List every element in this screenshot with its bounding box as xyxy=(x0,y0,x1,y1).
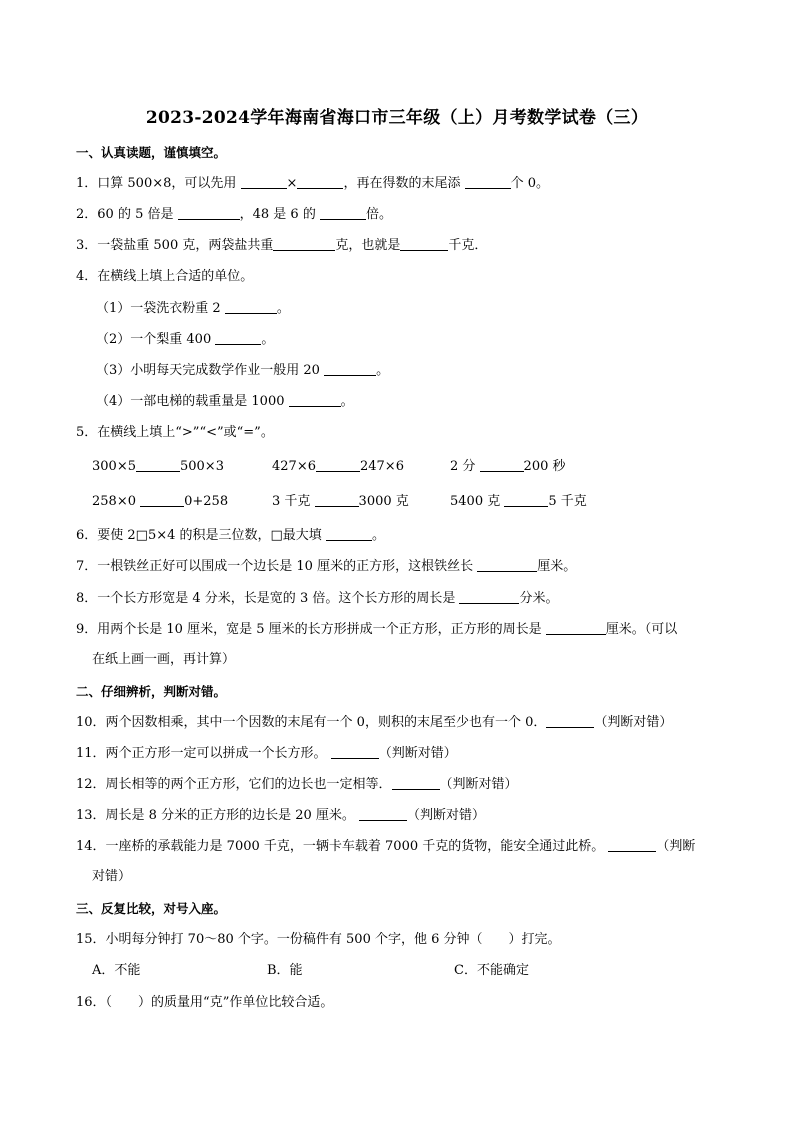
question-4-stem: 4．在横线上填上合适的单位。 xyxy=(76,269,254,284)
q5-r1-2-right: 247×6 xyxy=(359,459,404,474)
q5-r1-1-blank[interactable] xyxy=(136,457,180,472)
q4-3-blank[interactable] xyxy=(324,361,376,376)
q15-option-c[interactable]: C．不能确定 xyxy=(454,963,529,978)
question-4-2 xyxy=(96,330,274,349)
q2-blank-2[interactable] xyxy=(320,205,366,220)
q4-1-end: 。 xyxy=(276,301,290,316)
q15-option-b[interactable]: B．能 xyxy=(267,963,303,978)
q6-text: 6．要使 2□5×4 的积是三位数，□最大填 xyxy=(76,528,322,543)
q3-text-c: 千克． xyxy=(448,238,488,253)
section-3-heading: 三、反复比较，对号入座。 xyxy=(76,901,227,916)
q13-text: 13．周长是 8 分米的正方形的边长是 20 厘米。 xyxy=(76,808,355,823)
q3-blank-1[interactable] xyxy=(273,236,335,251)
question-4-4 xyxy=(96,392,354,411)
q2-text-a: 2．60 的 5 倍是 xyxy=(76,207,174,222)
question-1 xyxy=(76,174,549,193)
q5-r1-1-right: 500×3 xyxy=(179,459,224,474)
q7-end: 厘米。 xyxy=(537,559,577,574)
q3-blank-2[interactable] xyxy=(400,236,448,251)
q5-r2-1-left: 258×0 xyxy=(92,494,136,509)
q4-4-blank[interactable] xyxy=(289,392,341,407)
q5-r1-3-right: 200 秒 xyxy=(523,459,566,474)
question-14 xyxy=(76,837,695,856)
q5-r2-3-right: 5 千克 xyxy=(548,494,587,509)
q10-end: （判断对错） xyxy=(594,715,673,730)
q5-row-1-item-1 xyxy=(92,457,224,476)
q1-text-d: 个 0。 xyxy=(510,176,549,191)
q4-1-text: （1）一袋洗衣粉重 2 xyxy=(96,301,221,316)
q5-r2-3-blank[interactable] xyxy=(504,492,548,507)
q4-1-blank[interactable] xyxy=(225,299,277,314)
q8-text: 8．一个长方形宽是 4 分米，长是宽的 3 倍。这个长方形的周长是 xyxy=(76,591,456,606)
question-8 xyxy=(76,589,559,608)
section-1-heading: 一、认真读题，谨慎填空。 xyxy=(76,145,227,160)
q5-r1-1-left: 300×5 xyxy=(92,459,136,474)
q4-2-blank[interactable] xyxy=(215,330,261,345)
q1-blank-1[interactable] xyxy=(241,174,287,189)
q5-r2-1-blank[interactable] xyxy=(140,492,184,507)
question-3 xyxy=(76,236,487,255)
q9-text: 9．用两个长是 10 厘米，宽是 5 厘米的长方形拼成一个正方形，正方形的周长是 xyxy=(76,622,542,637)
question-11 xyxy=(76,744,457,763)
section-2-heading: 二、仔细辨析，判断对错。 xyxy=(76,684,227,699)
question-2 xyxy=(76,205,392,224)
question-9 xyxy=(76,620,677,639)
q11-blank[interactable] xyxy=(331,744,379,759)
q1-text-a: 1．口算 500×8，可以先用 xyxy=(76,176,237,191)
q4-3-end: 。 xyxy=(376,363,390,378)
question-10 xyxy=(76,713,672,732)
question-15: 15．小明每分钟打 70～80 个字。一份稿件有 500 个字，他 6 分钟（ ）打完。 xyxy=(76,932,561,947)
q14-blank[interactable] xyxy=(608,837,656,852)
q7-blank[interactable] xyxy=(477,557,537,572)
q10-blank[interactable] xyxy=(546,713,594,728)
q11-end: （判断对错） xyxy=(378,746,457,761)
q4-4-end: 。 xyxy=(340,394,354,409)
q11-text: 11．两个正方形一定可以拼成一个长方形。 xyxy=(76,746,327,761)
q5-r1-3-blank[interactable] xyxy=(480,457,524,472)
q6-blank[interactable] xyxy=(326,526,372,541)
q1-text-c: ，再在得数的末尾添 xyxy=(343,176,461,191)
question-7 xyxy=(76,557,576,576)
q14-end: （判断 xyxy=(656,839,696,854)
q12-text: 12．周长相等的两个正方形，它们的边长也一定相等． xyxy=(76,777,392,792)
q5-r1-3-left: 2 分 xyxy=(450,459,476,474)
q15-option-a[interactable]: A．不能 xyxy=(92,963,141,978)
q4-3-text: （3）小明每天完成数学作业一般用 20 xyxy=(96,363,320,378)
q3-text-b: 克，也就是 xyxy=(335,238,401,253)
q5-r2-1-right: 0+258 xyxy=(184,494,229,509)
q5-row-2-item-1 xyxy=(92,492,228,511)
q3-text-a: 3．一袋盐重 500 克，两袋盐共重 xyxy=(76,238,274,253)
question-16: 16．（ ）的质量用“克”作单位比较合适。 xyxy=(76,995,334,1010)
question-5-stem: 5．在横线上填上“>”“<”或“=”。 xyxy=(76,425,274,440)
q12-blank[interactable] xyxy=(392,775,440,790)
q9-blank[interactable] xyxy=(546,620,606,635)
q13-blank[interactable] xyxy=(359,806,407,821)
q1-blank-2[interactable] xyxy=(297,174,343,189)
q7-text: 7．一根铁丝正好可以围成一个边长是 10 厘米的正方形，这根铁丝长 xyxy=(76,559,474,574)
page-title: 2023-2024学年海南省海口市三年级（上）月考数学试卷（三） xyxy=(145,108,649,128)
q2-blank-1[interactable] xyxy=(178,205,240,220)
q12-end: （判断对错） xyxy=(439,777,518,792)
q5-row-1-item-3 xyxy=(450,457,566,476)
q1-text-b: × xyxy=(286,176,298,191)
q8-end: 分米。 xyxy=(519,591,559,606)
q5-row-1-item-2 xyxy=(272,457,404,476)
q5-r2-3-left: 5400 克 xyxy=(450,494,501,509)
q10-text: 10．两个因数相乘，其中一个因数的末尾有一个 0，则积的末尾至少也有一个 0． xyxy=(76,715,547,730)
q5-r2-2-blank[interactable] xyxy=(315,492,359,507)
q2-text-c: 倍。 xyxy=(365,207,392,222)
q4-2-end: 。 xyxy=(261,332,275,347)
q5-row-2-item-2 xyxy=(272,492,409,511)
question-6 xyxy=(76,526,385,545)
question-12 xyxy=(76,775,518,794)
q5-row-2-item-3 xyxy=(450,492,587,511)
q8-blank[interactable] xyxy=(459,589,519,604)
question-14-cont: 对错） xyxy=(92,869,132,884)
q5-r2-2-right: 3000 克 xyxy=(358,494,409,509)
q4-4-text: （4）一部电梯的载重量是 1000 xyxy=(96,394,285,409)
q5-r2-2-left: 3 千克 xyxy=(272,494,311,509)
q13-end: （判断对错） xyxy=(407,808,486,823)
q4-2-text: （2）一个梨重 400 xyxy=(96,332,212,347)
q6-end: 。 xyxy=(371,528,385,543)
q5-r1-2-blank[interactable] xyxy=(316,457,360,472)
q5-r1-2-left: 427×6 xyxy=(272,459,316,474)
question-13 xyxy=(76,806,485,825)
q1-blank-3[interactable] xyxy=(465,174,511,189)
q9-end: 厘米。（可以 xyxy=(605,622,678,637)
q14-text: 14．一座桥的承载能力是 7000 千克，一辆卡车载着 7000 千克的货物，能安全通过此桥。 xyxy=(76,839,605,854)
question-9-cont: 在纸上画一画，再计算） xyxy=(92,652,236,667)
question-4-3 xyxy=(96,361,389,380)
question-4-1 xyxy=(96,299,290,318)
q2-text-b: ，48 是 6 的 xyxy=(239,207,316,222)
